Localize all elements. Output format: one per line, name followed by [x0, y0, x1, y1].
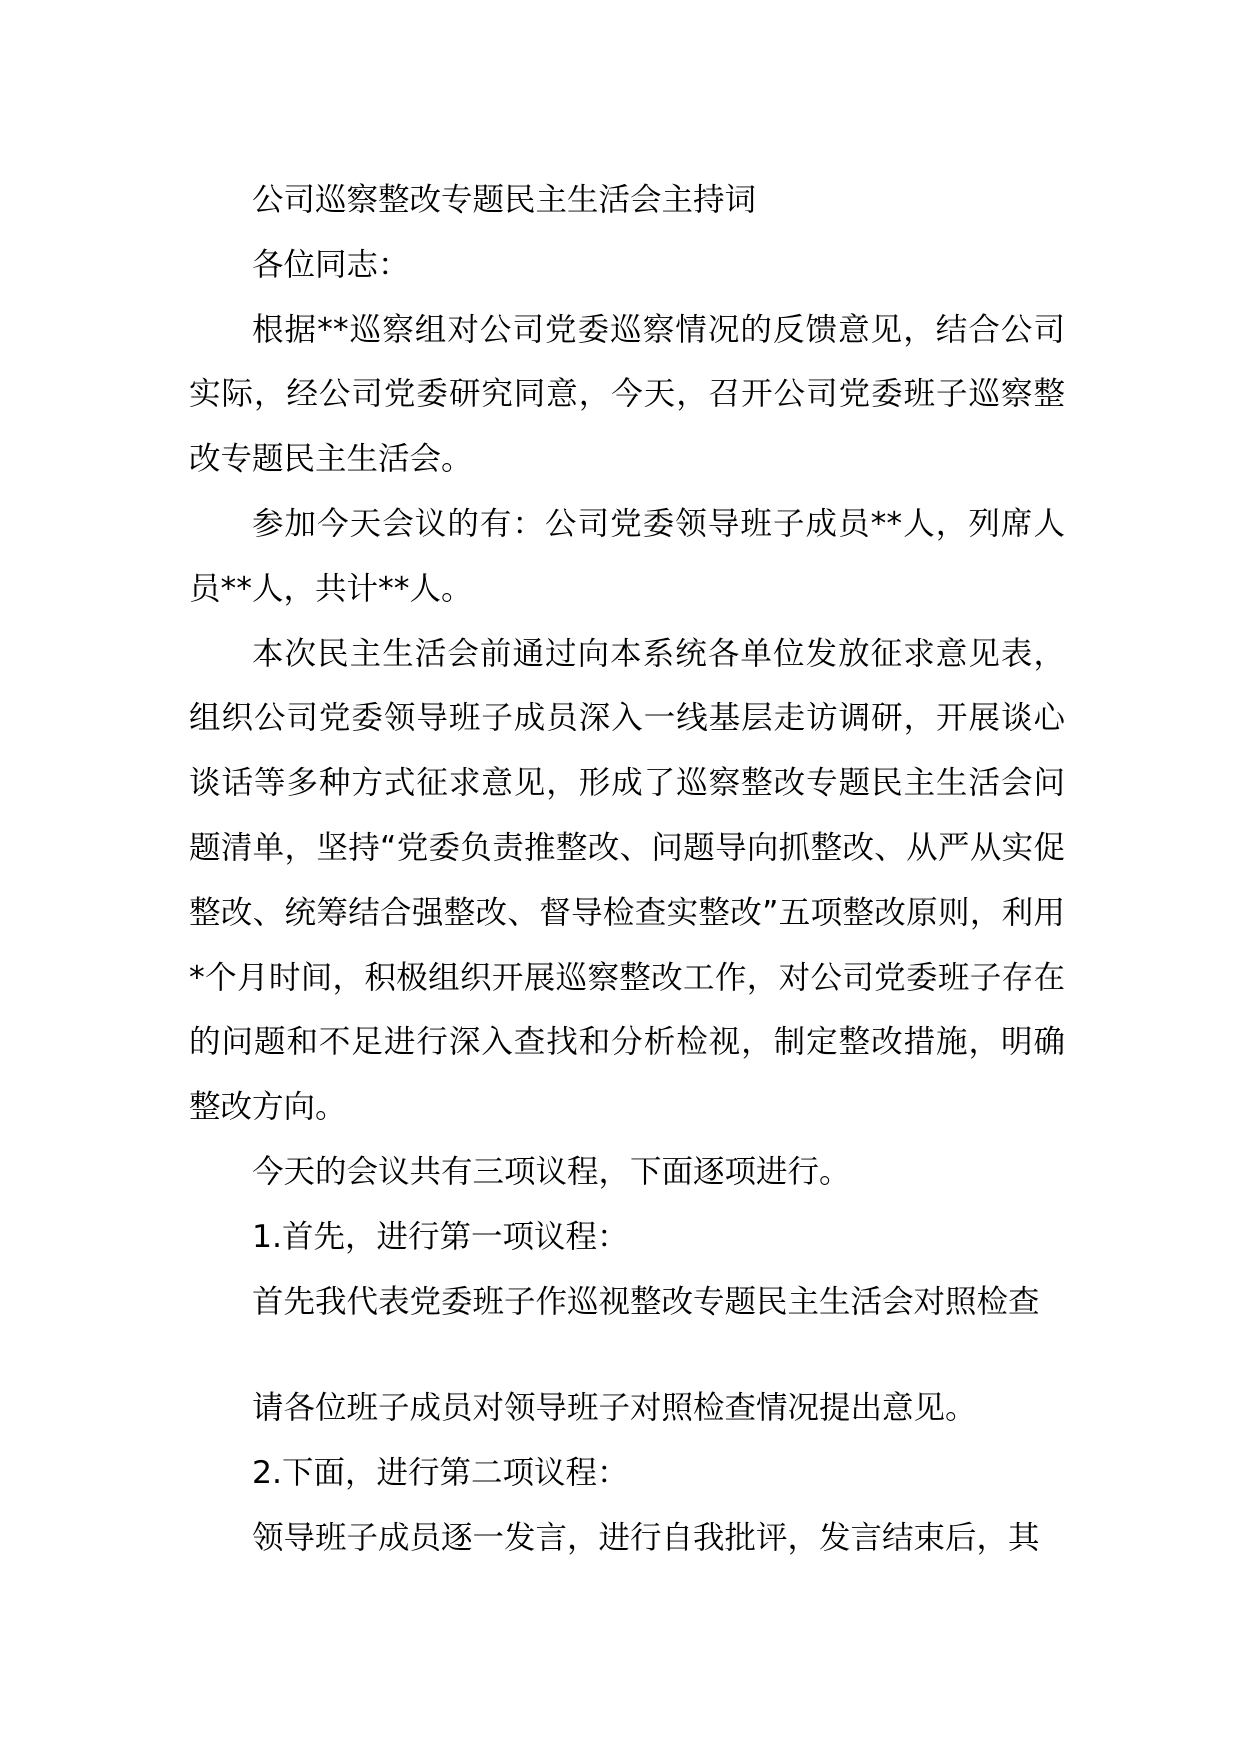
agenda-item-1-request: 请各位班子成员对领导班子对照检查情况提出意见。: [252, 1390, 977, 1427]
agenda-item-2-text: 领导班子成员逐一发言，进行自我批评，发言结束后，其: [252, 1519, 1040, 1556]
paragraph-attendees: 参加今天会议的有：公司党委领导班子成员**人，列席人员**人，共计**人。: [189, 505, 1065, 607]
paragraph-agenda-intro: 今天的会议共有三项议程，下面逐项进行。: [252, 1153, 851, 1190]
paragraph-background: 根据**巡察组对公司党委巡察情况的反馈意见，结合公司实际，经公司党委研究同意，今天，召开公司党委班子巡察整改专题民主生活会。: [189, 311, 1065, 478]
document-body: [189, 168, 1065, 1571]
agenda-item-1-heading: 1.首先，进行第一项议程：: [252, 1218, 629, 1255]
document-title: 公司巡察整改专题民主生活会主持词: [252, 182, 757, 218]
blank-gap: [189, 1334, 1065, 1376]
paragraph-preparation: 本次民主生活会前通过向本系统各单位发放征求意见表，组织公司党委领导班子成员深入一线基层走访调研，开展谈心谈话等多种方式征求意见，形成了巡察整改专题民主生活会问题清单，坚持“党委负责推整改、问题导向抓整改、从严从实促整改、统筹结合强整改、督导检查实整改”五项整改原则，利用*个月时间，积极组织开展巡察整改工作，对公司党委班子存在的问题和不足进行深入查找和分析检视，制定整改措施，明确整改方向。: [189, 635, 1065, 1126]
agenda-item-1-text: 首先我代表党委班子作巡视整改专题民主生活会对照检查: [252, 1283, 1040, 1320]
agenda-item-2-heading: 2.下面，进行第二项议程：: [252, 1455, 629, 1492]
salutation: 各位同志：: [252, 246, 410, 283]
